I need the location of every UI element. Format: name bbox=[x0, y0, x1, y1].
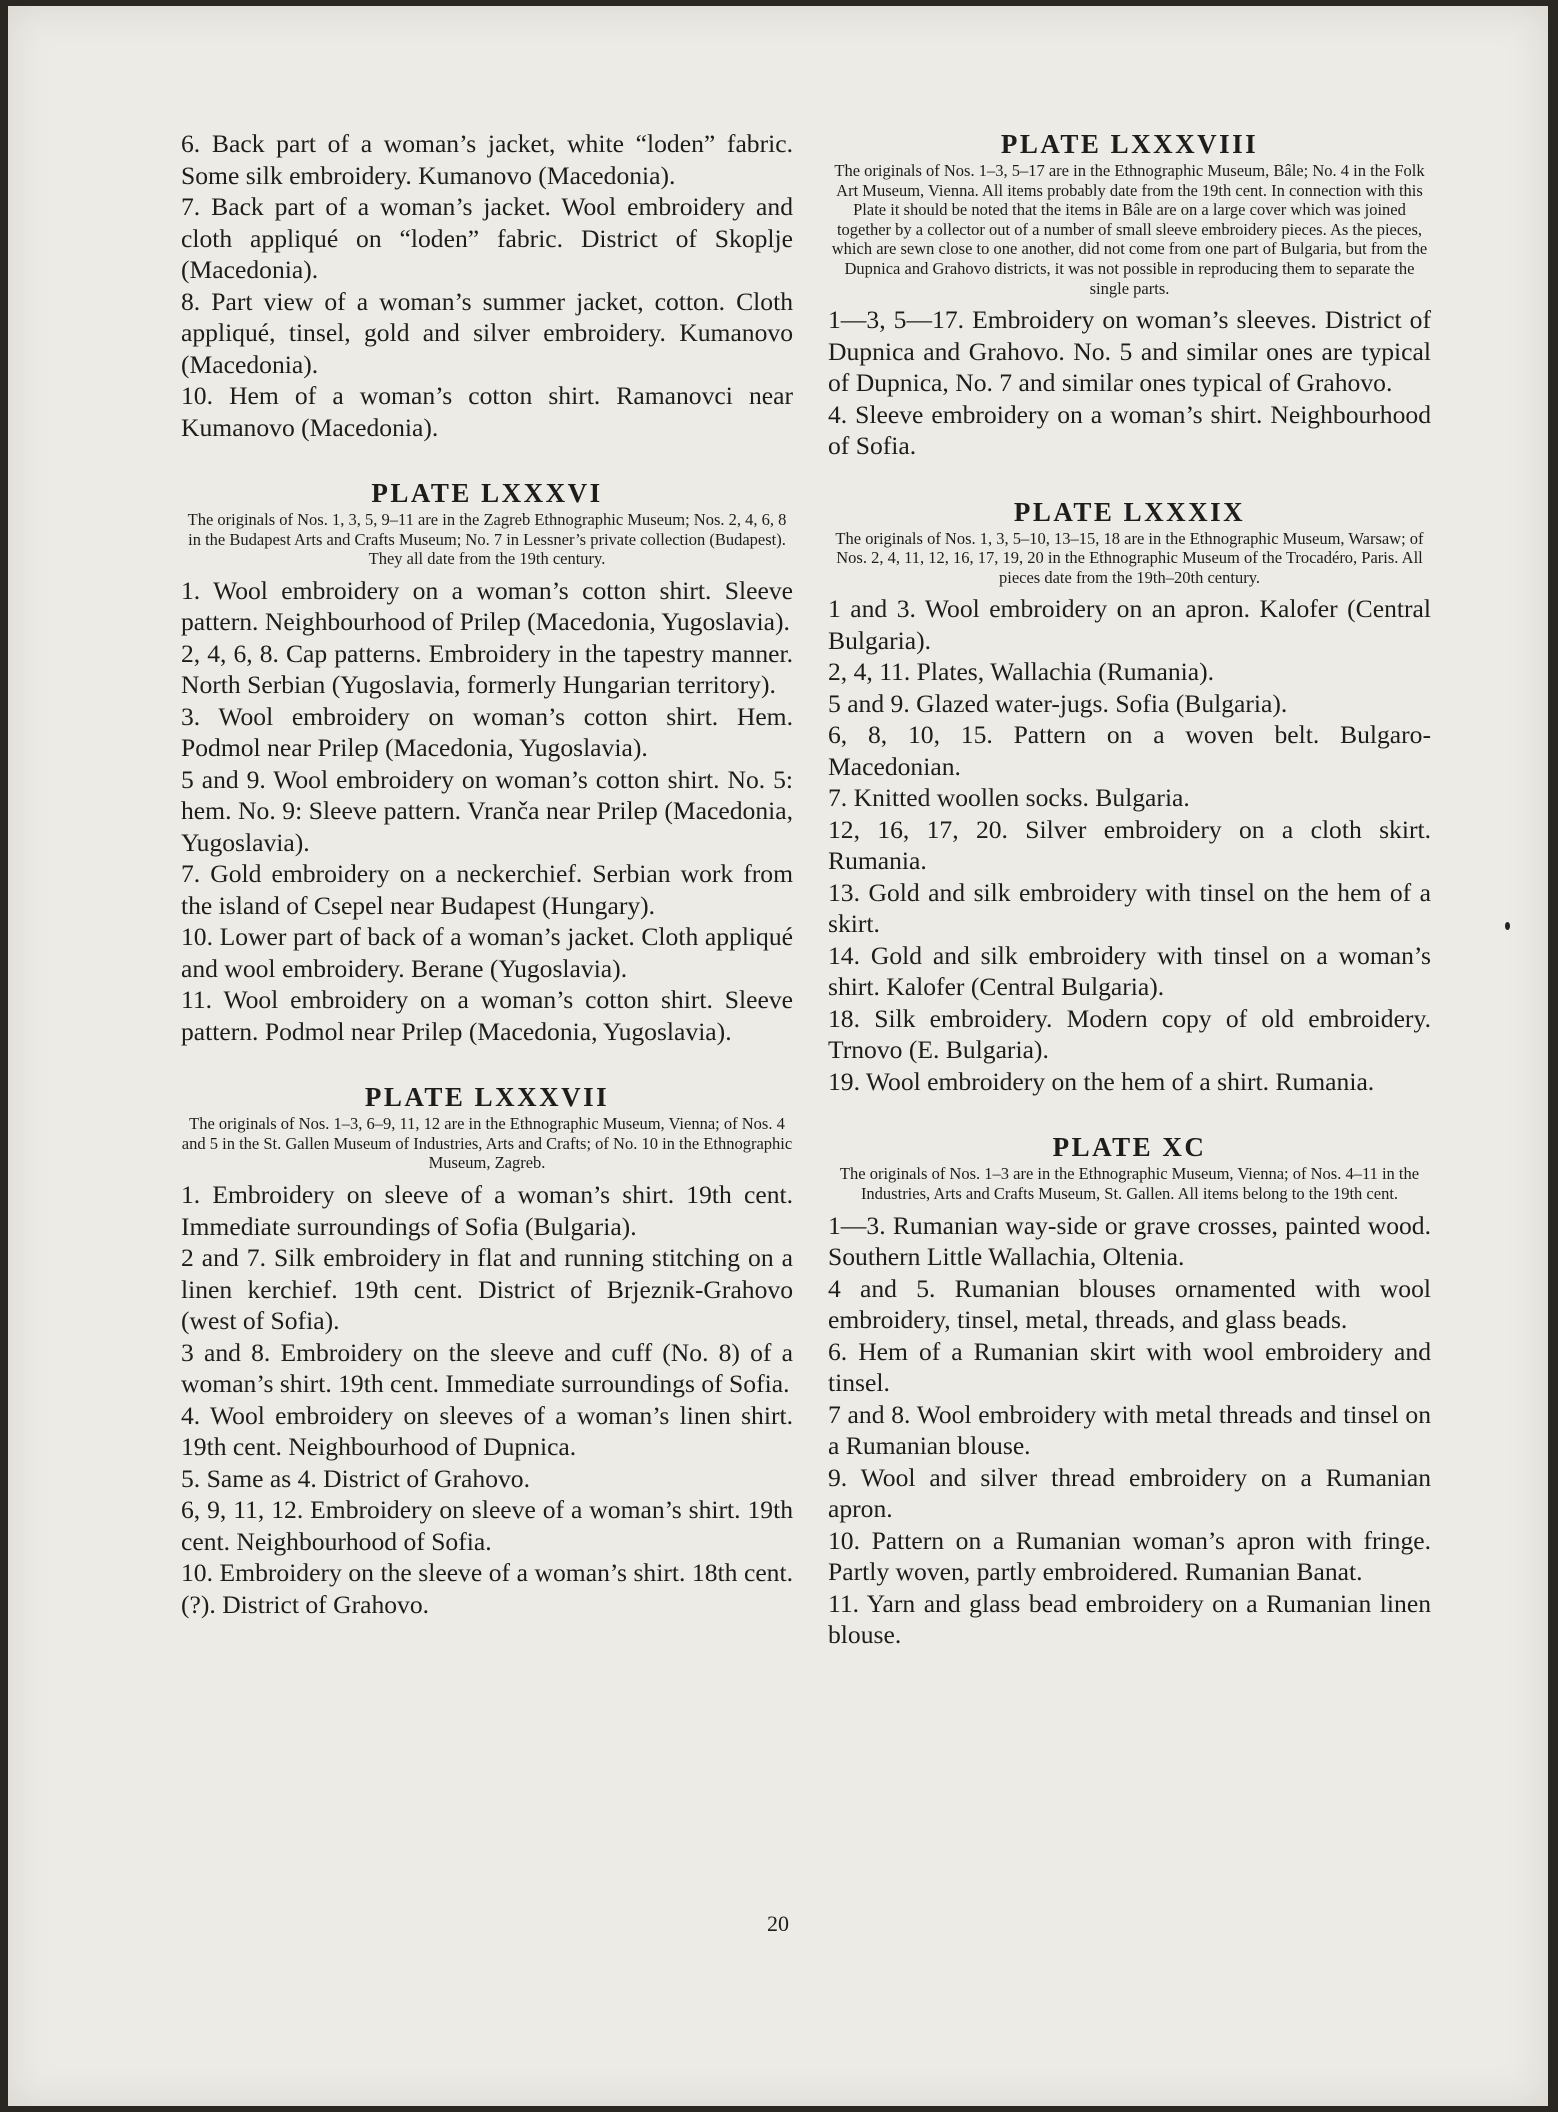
entry: 6. Back part of a woman’s jacket, white “loden” fabric. Some silk embroidery. Kumanovo (Macedonia). bbox=[181, 129, 793, 190]
entry: 7. Gold embroidery on a neckerchief. Serbian work from the island of Csepel near Budapest (Hungary). bbox=[181, 859, 793, 920]
entry: 4. Sleeve embroidery on a woman’s shirt. Neighbourhood of Sofia. bbox=[828, 399, 1431, 461]
plate-title: PLATE LXXXIX bbox=[1013, 496, 1246, 527]
entry: 3. Wool embroidery on woman’s cotton shirt. Hem. Podmol near Prilep (Macedonia, Yugoslavia). bbox=[181, 701, 793, 763]
plate-title: PLATE LXXXVI bbox=[371, 478, 603, 508]
right-column bbox=[828, 128, 1431, 1651]
entry: 12, 16, 17, 20. Silver embroidery on a cloth skirt. Rumania. bbox=[828, 814, 1431, 876]
plate-note: The originals of Nos. 1, 3, 5, 9–11 are in the Zagreb Ethnographic Museum; Nos. 2, 4, 6, 8 in the Budapest Arts and Crafts Museum; No. 7 in Lessner’s private collection (Budapest). They all date from the 19th century. bbox=[187, 510, 787, 569]
entry: 9. Wool and silver thread embroidery on a Rumanian apron. bbox=[828, 1462, 1431, 1524]
entry: 3 and 8. Embroidery on the sleeve and cuff (No. 8) of a woman’s shirt. 19th cent. Immediate surroundings of Sofia. bbox=[181, 1337, 793, 1399]
entry: 4. Wool embroidery on sleeves of a woman’s linen shirt. 19th cent. Neighbourhood of Dupnica. bbox=[181, 1400, 793, 1462]
entry: 6, 9, 11, 12. Embroidery on sleeve of a woman’s shirt. 19th cent. Neighbourhood of Sofia. bbox=[181, 1495, 793, 1556]
entry: 5. Same as 4. District of Grahovo. bbox=[181, 1463, 531, 1493]
entry: 1. Embroidery on sleeve of a woman’s shirt. 19th cent. Immediate surroundings of Sofia (Bulgaria). bbox=[181, 1180, 793, 1241]
entry: 7. Knitted woollen socks. Bulgaria. bbox=[828, 783, 1190, 813]
entry: 10. Pattern on a Rumanian woman’s apron with fringe. Partly woven, partly embroidered. Rumanian Banat. bbox=[828, 1525, 1431, 1587]
continued-plate-entries bbox=[181, 128, 793, 443]
entry: 1—3, 5—17. Embroidery on woman’s sleeves. District of Dupnica and Grahovo. No. 5 and similar ones are typical of Dupnica, No. 7 and similar ones typical of Grahovo. bbox=[828, 305, 1431, 398]
entry: 5 and 9. Glazed water-jugs. Sofia (Bulgaria). bbox=[828, 688, 1288, 718]
paper-speck bbox=[1505, 922, 1510, 930]
entry: 5 and 9. Wool embroidery on woman’s cotton shirt. No. 5: hem. No. 9: Sleeve pattern. Vranča near Prilep (Macedonia, Yugoslavia). bbox=[181, 764, 793, 857]
plate-section-lxxxviii bbox=[828, 128, 1431, 462]
entry: 7. Back part of a woman’s jacket. Wool embroidery and cloth appliqué on “loden” fabric. District of Skoplje (Macedonia). bbox=[181, 192, 793, 284]
entry: 14. Gold and silk embroidery with tinsel on a woman’s shirt. Kalofer (Central Bulgaria). bbox=[828, 940, 1431, 1002]
plate-section-lxxxvi bbox=[181, 477, 793, 1047]
plate-note: The originals of Nos. 1–3 are in the Ethnographic Museum, Vienna; of Nos. 4–11 in the Industries, Arts and Crafts Museum, St. Gallen. All items belong to the 19th cent. bbox=[839, 1164, 1420, 1204]
entry: 1. Wool embroidery on a woman’s cotton shirt. Sleeve pattern. Neighbourhood of Prilep (Macedonia, Yugoslavia). bbox=[181, 575, 793, 637]
plate-note: The originals of Nos. 1, 3, 5–10, 13–15, 18 are in the Ethnographic Museum, Warsaw; of Nos. 2, 4, 11, 12, 16, 17, 19, 20 in the Ethnographic Museum of the Trocadéro, Paris. All pieces date from the 19th–20th century. bbox=[835, 528, 1424, 587]
plate-section-xc bbox=[828, 1131, 1431, 1650]
plate-title: PLATE LXXXVIII bbox=[1000, 129, 1259, 159]
entry: 2, 4, 6, 8. Cap patterns. Embroidery in the tapestry manner. North Serbian (Yugoslavia, formerly Hungarian territory). bbox=[181, 638, 793, 700]
plate-section-lxxxvii bbox=[181, 1081, 793, 1620]
entry: 11. Wool embroidery on a woman’s cotton shirt. Sleeve pattern. Podmol near Prilep (Macedonia, Yugoslavia). bbox=[181, 985, 793, 1046]
entry: 8. Part view of a woman’s summer jacket, cotton. Cloth appliqué, tinsel, gold and silver embroidery. Kumanovo (Macedonia). bbox=[181, 286, 793, 379]
entry: 1—3. Rumanian way-side or grave crosses, painted wood. Southern Little Wallachia, Oltenia. bbox=[828, 1210, 1431, 1272]
entry: 13. Gold and silk embroidery with tinsel on the hem of a skirt. bbox=[828, 877, 1431, 939]
page-number: 20 bbox=[767, 1911, 789, 1936]
entry: 2, 4, 11. Plates, Wallachia (Rumania). bbox=[828, 657, 1215, 687]
entry: 4 and 5. Rumanian blouses ornamented with wool embroidery, tinsel, metal, threads, and glass beads. bbox=[828, 1273, 1431, 1335]
entry: 1 and 3. Wool embroidery on an apron. Kalofer (Central Bulgaria). bbox=[828, 594, 1431, 655]
entry: 18. Silk embroidery. Modern copy of old embroidery. Trnovo (E. Bulgaria). bbox=[828, 1003, 1431, 1065]
entry: 6, 8, 10, 15. Pattern on a woven belt. Bulgaro-Macedonian. bbox=[828, 720, 1431, 781]
entry: 19. Wool embroidery on the hem of a shirt. Rumania. bbox=[828, 1066, 1375, 1096]
plate-section-lxxxix bbox=[828, 496, 1431, 1098]
entry: 10. Hem of a woman’s cotton shirt. Ramanovci near Kumanovo (Macedonia). bbox=[181, 381, 793, 442]
left-column bbox=[181, 128, 793, 1620]
entry: 7 and 8. Wool embroidery with metal threads and tinsel on a Rumanian blouse. bbox=[828, 1399, 1431, 1461]
plate-note: The originals of Nos. 1–3, 6–9, 11, 12 are in the Ethnographic Museum, Vienna; of Nos. 4 and 5 in the St. Gallen Museum of Industries, Arts and Crafts; of No. 10 in the Ethnographic Museum, Zagreb. bbox=[181, 1114, 793, 1173]
book-page bbox=[8, 6, 1548, 2106]
plate-title: PLATE LXXXVII bbox=[364, 1082, 610, 1113]
plate-title: PLATE XC bbox=[1052, 1132, 1207, 1163]
entry: 10. Lower part of back of a woman’s jacket. Cloth appliqué and wool embroidery. Berane (Yugoslavia). bbox=[181, 922, 793, 983]
entry: 11. Yarn and glass bead embroidery on a Rumanian linen blouse. bbox=[828, 1588, 1431, 1650]
entry: 10. Embroidery on the sleeve of a woman’s shirt. 18th cent.(?). District of Grahovo. bbox=[181, 1558, 793, 1619]
entry: 6. Hem of a Rumanian skirt with wool embroidery and tinsel. bbox=[828, 1336, 1431, 1398]
entry: 2 and 7. Silk embroidery in flat and running stitching on a linen kerchief. 19th cent. District of Brjeznik-Grahovo (west of Sofia). bbox=[181, 1243, 793, 1336]
plate-note: The originals of Nos. 1–3, 5–17 are in the Ethnographic Museum, Bâle; No. 4 in the Folk Art Museum, Vienna. All items probably date from the 19th cent. In connection with this Plate it should be noted that the items in Bâle are on a large cover which was joined together by a collector out of a number of small sleeve embroidery pieces. As the pieces, which are sewn close to one another, did not come from one part of Bulgaria, but from the Dupnica and Grahovo districts, it was not possible in reproducing them to separate the single parts. bbox=[831, 161, 1428, 298]
